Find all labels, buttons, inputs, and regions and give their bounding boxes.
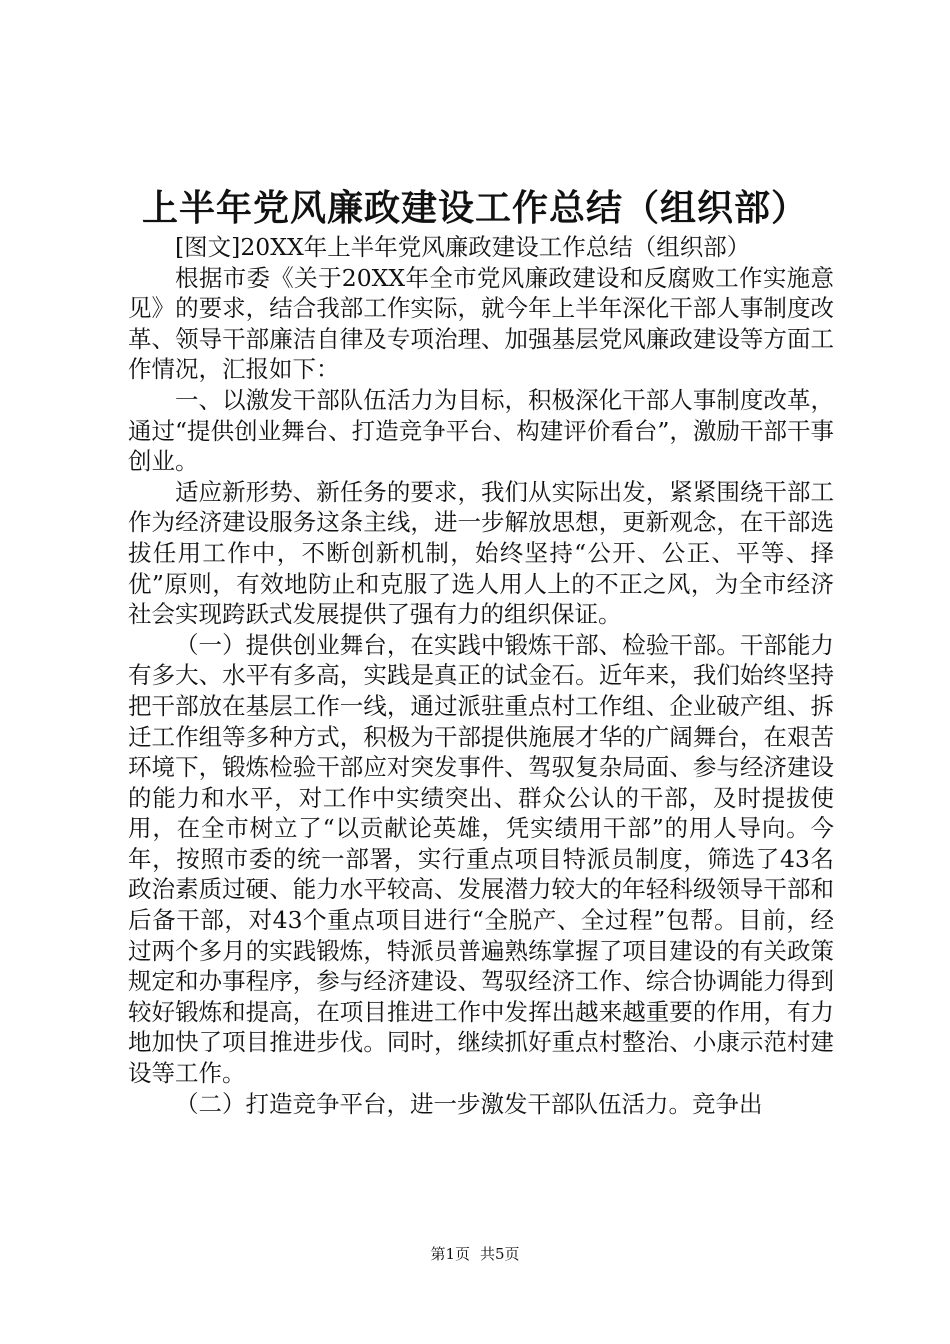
page-footer <box>0 1244 950 1264</box>
paragraph-subtitle: [图文]20XX年上半年党风廉政建设工作总结（组织部） <box>175 233 751 261</box>
paragraph-intro: 根据市委《关于20XX年全市党风廉政建设和反腐败工作实施意见》的要求，结合我部工作实际，就今年上半年深化干部人事制度改革、领导干部廉洁自律及专项治理、加强基层党风廉政建设等方面工作情况，汇报如下： <box>128 263 834 384</box>
page-number: 第1页 <box>430 1245 470 1263</box>
paragraph-item-two: （二）打造竞争平台，进一步激发干部队伍活力。竞争出 <box>175 1089 763 1118</box>
document-body <box>128 232 834 1119</box>
paragraph-section-one: 一、以激发干部队伍活力为目标，积极深化干部人事制度改革，通过“提供创业舞台、打造竞争平台、构建评价看台”，激励干部干事创业。 <box>128 385 834 476</box>
page-total: 共5页 <box>480 1245 520 1263</box>
document-title: 上半年党风廉政建设工作总结（组织部） <box>141 187 808 229</box>
paragraph-item-one: （一）提供创业舞台，在实践中锻炼干部、检验干部。干部能力有多大、水平有多高，实践是真正的试金石。近年来，我们始终坚持把干部放在基层工作一线，通过派驻重点村工作组、企业破产组、拆迁工作组等多种方式，积极为干部提供施展才华的广阔舞台，在艰苦环境下，锻炼检验干部应对突发事件、驾驭复杂局面、参与经济建设的能力和水平，对工作中实绩突出、群众公认的干部，及时提拔使用，在全市树立了“以贡献论英雄，凭实绩用干部”的用人导向。今年，按照市委的统一部署，实行重点项目特派员制度，筛选了43名政治素质过硬、能力水平较高、发展潜力较大的年轻科级领导干部和后备干部，对43个重点项目进行“全脱产、全过程”包帮。目前，经过两个多月的实践锻炼，特派员普遍熟练掌握了项目建设的有关政策规定和办事程序，参与经济建设、驾驭经济工作、综合协调能力得到较好锻炼和提高，在项目推进工作中发挥出越来越重要的作用，有力地加快了项目推进步伐。同时，继续抓好重点村整治、小康示范村建设等工作。 <box>128 630 834 1088</box>
paragraph-context: 适应新形势、新任务的要求，我们从实际出发，紧紧围绕干部工作为经济建设服务这条主线，进一步解放思想，更新观念，在干部选拔任用工作中，不断创新机制，始终坚持“公开、公正、平等、择优”原则，有效地防止和克服了选人用人上的不正之风，为全市经济社会实现跨跃式发展提供了强有力的组织保证。 <box>128 477 834 629</box>
